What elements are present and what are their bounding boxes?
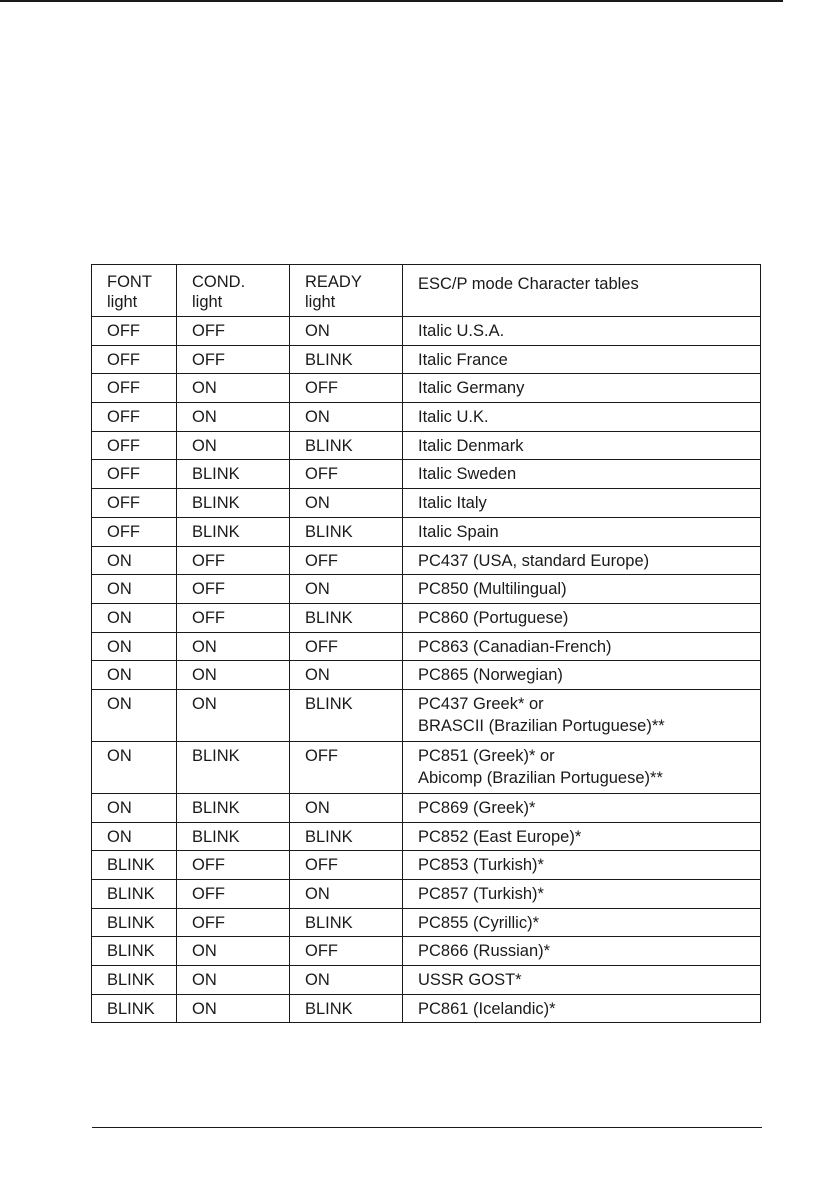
cell-ready-light: BLINK [290,994,403,1023]
cell-font-light: BLINK [92,994,177,1023]
cell-ready-light: OFF [290,374,403,403]
character-table-name: PC855 (Cyrillic)* [418,913,540,932]
cell-font-light: BLINK [92,937,177,966]
character-table-name: PC861 (Icelandic)* [418,999,556,1018]
table-row [92,689,761,741]
header-row [92,265,761,317]
cell-ready-light: BLINK [290,431,403,460]
cell-cond-light: OFF [177,880,290,909]
character-table-name: Italic U.K. [418,408,489,427]
cell-font-light: OFF [92,403,177,432]
header-font-light [92,265,177,317]
character-table-name: PC857 (Turkish)* [418,885,544,903]
header-sub: light [305,293,336,311]
cell-ready-light: BLINK [290,689,403,741]
table-row [92,966,761,995]
cell-ready-light: ON [290,575,403,604]
table-row [92,575,761,604]
cell-font-light: OFF [92,431,177,460]
cell-character-table [403,793,761,822]
cell-font-light: ON [92,689,177,741]
character-table-name: Italic Sweden [418,465,517,484]
cell-font-light: OFF [92,345,177,374]
cell-cond-light: ON [177,374,290,403]
header-cond-light [177,265,290,317]
character-table-name: PC860 (Portuguese) [418,608,569,627]
cell-character-table [403,994,761,1023]
cell-character-table [403,689,761,741]
cell-character-table [403,431,761,460]
header-character-tables [403,265,761,317]
cell-character-table [403,851,761,880]
table-row [92,880,761,909]
cell-font-light: OFF [92,374,177,403]
cell-cond-light: OFF [177,317,290,346]
table-row [92,661,761,690]
character-table [91,264,761,1023]
table-row [92,908,761,937]
header-main: ESC/P mode Character tables [418,275,639,293]
cell-ready-light: OFF [290,632,403,661]
cell-character-table [403,517,761,546]
cell-ready-light: ON [290,661,403,690]
cell-font-light: OFF [92,489,177,518]
cell-font-light: ON [92,603,177,632]
cell-font-light: BLINK [92,851,177,880]
cell-font-light: BLINK [92,908,177,937]
cell-ready-light: BLINK [290,603,403,632]
cell-cond-light: BLINK [177,741,290,793]
bottom-rule [92,1127,762,1128]
cell-character-table [403,966,761,995]
cell-cond-light: OFF [177,908,290,937]
character-table-name: Italic France [418,350,508,369]
table-body [92,317,761,1023]
character-table-name: Italic Germany [418,379,525,398]
cell-font-light: ON [92,741,177,793]
cell-ready-light: BLINK [290,345,403,374]
character-table-name: PC852 (East Europe)* [418,827,582,846]
table-row [92,741,761,793]
cell-font-light: ON [92,793,177,822]
cell-cond-light: OFF [177,851,290,880]
character-table-name: PC865 (Norwegian) [418,666,563,685]
cell-ready-light: BLINK [290,517,403,546]
character-table-name-alt: Abicomp (Brazilian Portuguese)** [418,768,663,787]
cell-font-light: ON [92,575,177,604]
cell-ready-light: OFF [290,460,403,489]
cell-cond-light: OFF [177,575,290,604]
cell-cond-light: BLINK [177,517,290,546]
table-row [92,632,761,661]
character-table-name: USSR GOST* [418,971,522,990]
character-table-name: PC851 (Greek)* or [418,746,555,765]
table-row [92,937,761,966]
cell-font-light: ON [92,632,177,661]
cell-ready-light: OFF [290,937,403,966]
table-row [92,793,761,822]
cell-ready-light: BLINK [290,908,403,937]
cell-character-table [403,460,761,489]
character-table-name: Italic Spain [418,522,499,541]
cell-cond-light: BLINK [177,489,290,518]
cell-cond-light: ON [177,632,290,661]
cell-cond-light: ON [177,403,290,432]
cell-ready-light: OFF [290,546,403,575]
cell-ready-light: ON [290,880,403,909]
cell-character-table [403,546,761,575]
character-table-name: PC853 (Turkish)* [418,856,544,875]
cell-ready-light: ON [290,489,403,518]
cell-cond-light: ON [177,689,290,741]
character-table-name: PC437 (USA, standard Europe) [418,551,650,570]
cell-character-table [403,937,761,966]
table-row [92,403,761,432]
table-row [92,489,761,518]
cell-cond-light: BLINK [177,793,290,822]
cell-cond-light: ON [177,431,290,460]
character-table-name: PC850 (Multilingual) [418,580,567,599]
cell-character-table [403,661,761,690]
table-row [92,431,761,460]
cell-font-light: ON [92,822,177,851]
character-table-name: Italic U.S.A. [418,322,505,340]
cell-character-table [403,575,761,604]
cell-character-table [403,317,761,346]
cell-font-light: ON [92,661,177,690]
character-table-name: Italic Denmark [418,436,524,455]
cell-cond-light: ON [177,661,290,690]
cell-font-light: OFF [92,517,177,546]
cell-ready-light: BLINK [290,822,403,851]
cell-font-light: BLINK [92,966,177,995]
table-row [92,317,761,346]
cell-ready-light: OFF [290,851,403,880]
header-ready-light [290,265,403,317]
table-row [92,603,761,632]
cell-cond-light: OFF [177,603,290,632]
table-row [92,546,761,575]
cell-cond-light: BLINK [177,460,290,489]
cell-cond-light: ON [177,937,290,966]
table-row [92,345,761,374]
header-sub: light [192,293,223,311]
cell-character-table [403,403,761,432]
cell-cond-light: BLINK [177,822,290,851]
cell-ready-light: ON [290,317,403,346]
cell-font-light: ON [92,546,177,575]
cell-cond-light: ON [177,994,290,1023]
header-sub: light [107,293,138,311]
cell-character-table [403,822,761,851]
cell-character-table [403,632,761,661]
cell-font-light: BLINK [92,880,177,909]
table-row [92,374,761,403]
table-row [92,822,761,851]
cell-font-light: OFF [92,317,177,346]
top-rule [0,0,783,2]
header-main: COND. [192,273,246,291]
cell-ready-light: OFF [290,741,403,793]
table-row [92,994,761,1023]
cell-ready-light: ON [290,793,403,822]
cell-ready-light: ON [290,403,403,432]
table-row [92,460,761,489]
cell-character-table [403,741,761,793]
character-table-name: Italic Italy [418,494,487,513]
character-table-name: PC866 (Russian)* [418,942,551,961]
cell-font-light: OFF [92,460,177,489]
header-main: FONT [107,273,152,291]
table-row [92,517,761,546]
character-table-name: PC863 (Canadian-French) [418,637,612,656]
cell-character-table [403,908,761,937]
cell-character-table [403,489,761,518]
cell-character-table [403,345,761,374]
cell-character-table [403,374,761,403]
character-table-name-alt: BRASCII (Brazilian Portuguese)** [418,716,665,735]
cell-character-table [403,880,761,909]
table-header [92,265,761,317]
character-table-name: PC869 (Greek)* [418,798,536,817]
cell-ready-light: ON [290,966,403,995]
cell-character-table [403,603,761,632]
cell-cond-light: ON [177,966,290,995]
character-table-name: PC437 Greek* or [418,694,544,713]
cell-cond-light: OFF [177,546,290,575]
header-main: READY [305,273,362,291]
cell-cond-light: OFF [177,345,290,374]
table-row [92,851,761,880]
